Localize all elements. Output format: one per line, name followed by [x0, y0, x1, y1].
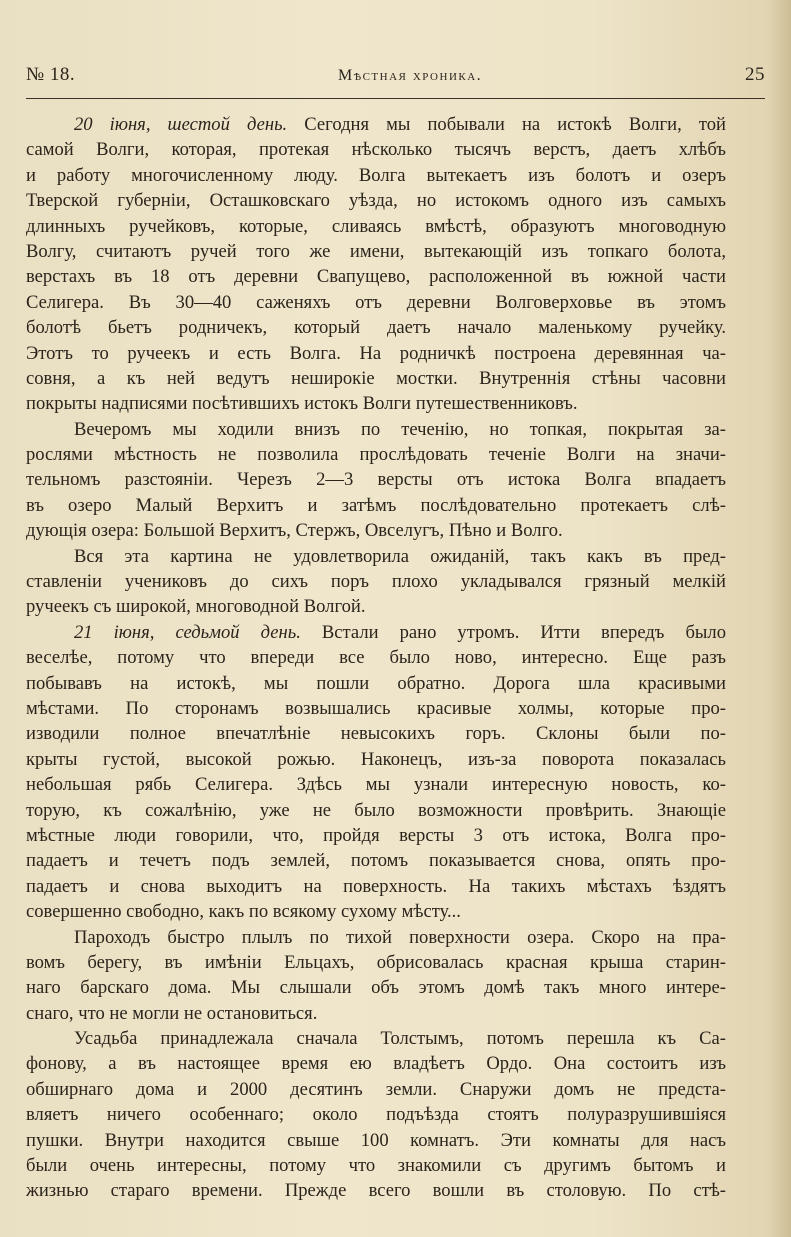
line-text: небольшая рябь Селигера. Здѣсь мы узнали интересную новость, ко- — [26, 774, 726, 796]
line-text: совня, а къ ней ведутъ неширокіе мостки. Внутреннія стѣны часовни — [26, 367, 726, 389]
line-text: вляетъ ничего особеннаго; около подъѣзда стоятъ полуразрушившіяся — [26, 1104, 726, 1126]
text-line — [26, 290, 726, 315]
line-text: обширнаго дома и 2000 десятинъ земли. Снаружи домъ не предста- — [26, 1078, 726, 1100]
text-line — [26, 137, 726, 162]
article-body — [26, 112, 726, 1204]
text-line — [26, 417, 726, 442]
line-text: крыты густой, высокой рожью. Наконецъ, изъ-за поворота показалась — [26, 748, 726, 770]
line-text: пушки. Внутри находится свыше 100 комнатъ. Эти комнаты для насъ — [26, 1129, 726, 1151]
text-line — [26, 1077, 726, 1102]
text-line — [26, 239, 726, 264]
text-line — [26, 594, 726, 619]
text-line — [26, 188, 726, 213]
line-text: мѣстные люди говорили, что, пройдя версты 3 отъ истока, Волга про- — [26, 824, 726, 846]
text-line — [26, 772, 726, 797]
text-line — [26, 366, 726, 391]
section-title: Мѣстная хроника. — [337, 67, 483, 84]
text-line — [26, 1153, 726, 1178]
line-text: Пароходъ быстро плылъ по тихой поверхности озера. Скоро на пра- — [74, 926, 726, 948]
text-line — [26, 874, 726, 899]
text-line — [26, 848, 726, 873]
header-rule — [26, 98, 765, 99]
text-line — [26, 315, 726, 340]
line-text: рослями мѣстность не позволила прослѣдовать теченіе Волги на значи- — [26, 444, 726, 466]
line-text: Усадьба принадлежала сначала Толстымъ, потомъ перешла къ Са- — [74, 1028, 726, 1050]
line-text: фонову, а въ настоящее время ею владѣетъ Ордо. Она состоитъ изъ — [26, 1053, 726, 1075]
text-line — [26, 442, 726, 467]
text-line — [26, 493, 726, 518]
text-line — [26, 112, 726, 137]
entry-date: 20 іюня, шестой день. — [74, 114, 288, 135]
text-line — [26, 264, 726, 289]
text-line — [26, 950, 726, 975]
text-line — [26, 1128, 726, 1153]
text-line — [26, 544, 726, 569]
text-line — [26, 645, 726, 670]
text-line — [26, 467, 726, 492]
text-line — [26, 925, 726, 950]
line-text: покрыты надписями посѣтившихъ истокъ Волги путешественниковъ. — [26, 393, 578, 415]
line-text: Сегодня мы побывали на истокѣ Волги, той — [287, 114, 726, 135]
line-text: веселѣе, потому что впереди все было ново, интересно. Еще разъ — [26, 647, 726, 669]
line-text: Вся эта картина не удовлетворила ожиданій, такъ какъ въ пред- — [74, 545, 726, 567]
text-line — [26, 163, 726, 188]
line-text: вомъ берегу, въ имѣніи Ельцахъ, обрисовалась красная крыша старин- — [26, 951, 726, 973]
line-text: Вечеромъ мы ходили внизъ по теченію, но топкая, покрытая за- — [74, 418, 726, 440]
line-text: длинныхъ ручейковъ, которые, сливаясь вмѣстѣ, образуютъ многоводную — [26, 215, 726, 237]
line-text: Тверской губерніи, Осташковскаго уѣзда, но истокомъ одного изъ самыхъ — [26, 190, 726, 212]
text-line — [26, 1102, 726, 1127]
text-line — [26, 518, 726, 543]
text-line — [26, 721, 726, 746]
text-line — [26, 696, 726, 721]
text-line — [26, 798, 726, 823]
line-text: Этотъ то ручеекъ и есть Волга. На родничкѣ построена деревянная ча- — [26, 342, 726, 364]
line-text: Встали рано утромъ. Итти впередъ было — [300, 621, 726, 643]
line-text: дующія озера: Большой Верхитъ, Стержъ, Овселугъ, Пѣно и Волго. — [26, 520, 563, 542]
line-text: Волгу, считаютъ ручей того же имени, вытекающій изъ топкаго болота, — [26, 240, 726, 262]
line-text: и работу многочисленному люду. Волга вытекаетъ изъ болотъ и озеръ — [26, 164, 726, 186]
line-text: болотѣ бьетъ родничекъ, который даетъ начало маленькому ручейку. — [26, 317, 726, 339]
page-header — [26, 64, 765, 90]
text-line — [26, 569, 726, 594]
text-line — [26, 620, 726, 645]
line-text: совершенно свободно, какъ по всякому сухому мѣсту... — [26, 901, 461, 923]
text-line — [26, 823, 726, 848]
line-text: побывавъ на истокѣ, мы пошли обратно. Дорога шла красивыми — [26, 672, 726, 694]
line-text: тельномъ разстояніи. Черезъ 2—3 версты отъ истока Волга впадаетъ — [26, 469, 726, 491]
line-text: падаетъ и течетъ подъ землей, потомъ показывается снова, опять про- — [26, 850, 726, 872]
text-line — [26, 214, 726, 239]
text-line — [26, 1026, 726, 1051]
text-line — [26, 671, 726, 696]
line-text: торую, къ сожалѣнію, уже не было возможности провѣрить. Знающіе — [26, 799, 726, 821]
text-line — [26, 391, 726, 416]
line-text: снаго, что не могли не остановиться. — [26, 1002, 318, 1024]
line-text: жизнью стараго времени. Прежде всего вошли въ столовую. По стѣ- — [26, 1180, 726, 1202]
line-text: ставленіи учениковъ до сихъ поръ плохо укладывался грязный мелкій — [26, 571, 726, 593]
line-text: Селигера. Въ 30—40 саженяхъ отъ деревни Волговерховье въ этомъ — [26, 291, 726, 313]
line-text: падаетъ и снова выходитъ на поверхность. На такихъ мѣстахъ ѣздятъ — [26, 875, 726, 897]
text-line — [26, 899, 726, 924]
page-number: 25 — [745, 64, 765, 85]
line-text: были очень интересны, потому что знакомили съ другимъ бытомъ и — [26, 1155, 726, 1177]
text-line — [26, 1001, 726, 1026]
text-line — [26, 975, 726, 1000]
line-text: изводили полное впечатлѣніе невысокихъ горъ. Склоны были по- — [26, 723, 726, 745]
text-line — [26, 1051, 726, 1076]
text-line — [26, 341, 726, 366]
text-line — [26, 747, 726, 772]
line-text: мѣстами. По сторонамъ возвышались красивые холмы, которые про- — [26, 697, 726, 719]
line-text: въ озеро Малый Верхитъ и затѣмъ послѣдовательно протекаетъ слѣ- — [26, 494, 726, 516]
line-text: ручеекъ съ широкой, многоводной Волгой. — [26, 596, 366, 618]
issue-number: № 18. — [26, 64, 76, 85]
line-text: наго барскаго дома. Мы слышали объ этомъ домѣ такъ много интере- — [26, 977, 726, 999]
entry-date: 21 іюня, седьмой день. — [74, 621, 301, 643]
line-text: верстахъ въ 18 отъ деревни Свапущево, расположенной въ южной части — [26, 266, 726, 288]
text-line — [26, 1178, 726, 1203]
line-text: самой Волги, которая, протекая нѣсколько тысячъ верстъ, даетъ хлѣбъ — [26, 139, 726, 161]
